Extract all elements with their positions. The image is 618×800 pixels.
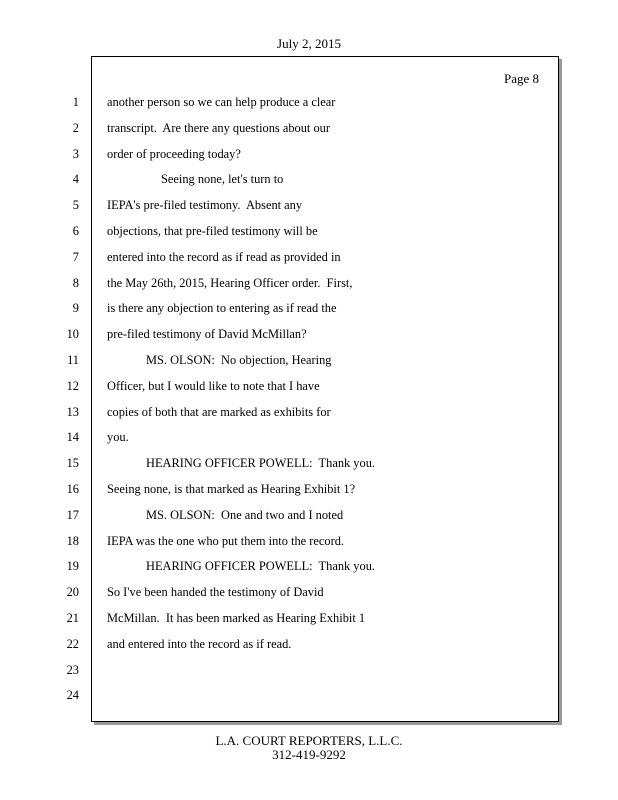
- line-text: MS. OLSON: No objection, Hearing: [146, 352, 332, 367]
- transcript-line: [0, 222, 618, 248]
- transcript-lines: [0, 93, 618, 712]
- line-text: McMillan. It has been marked as Hearing Exhibit 1: [107, 610, 366, 625]
- line-number: 5: [72, 198, 79, 213]
- line-text: IEPA's pre-filed testimony. Absent any: [107, 198, 303, 213]
- line-number: 15: [66, 456, 79, 471]
- transcript-line: [0, 299, 618, 325]
- line-number: 20: [66, 585, 79, 600]
- footer-phone: 312-419-9292: [272, 747, 346, 762]
- line-text: IEPA was the one who put them into the record.: [107, 533, 344, 548]
- transcript-line: [0, 532, 618, 558]
- transcript-line: [0, 686, 618, 712]
- line-number: 4: [72, 172, 79, 187]
- line-number: 11: [67, 352, 79, 367]
- line-number: 17: [66, 507, 79, 522]
- line-text: Seeing none, let's turn to: [161, 172, 284, 187]
- transcript-line: [0, 325, 618, 351]
- line-number: 1: [72, 95, 79, 109]
- line-number: 2: [72, 120, 79, 135]
- line-number: 13: [66, 404, 79, 419]
- transcript-line: [0, 170, 618, 196]
- transcript-line: [0, 377, 618, 403]
- line-number: 23: [66, 662, 79, 677]
- transcript-line: [0, 119, 618, 145]
- transcript-line: [0, 196, 618, 222]
- line-text: Officer, but I would like to note that I have: [107, 378, 320, 393]
- transcript-line: [0, 583, 618, 609]
- line-text: So I've been handed the testimony of David: [107, 585, 324, 600]
- line-text: MS. OLSON: One and two and I noted: [146, 507, 344, 522]
- transcript-line: [0, 609, 618, 635]
- line-text: HEARING OFFICER POWELL: Thank you.: [146, 456, 375, 471]
- line-number: 7: [72, 249, 79, 264]
- transcript-line: [0, 145, 618, 171]
- line-text: Seeing none, is that marked as Hearing Exhibit 1?: [107, 481, 356, 496]
- line-text: copies of both that are marked as exhibits for: [107, 404, 331, 419]
- page-number: Page 8: [504, 71, 540, 86]
- line-number: 8: [72, 275, 79, 290]
- transcript-line: [0, 93, 618, 119]
- line-number: 16: [66, 481, 79, 496]
- footer-firm-name: L.A. COURT REPORTERS, L.L.C.: [215, 733, 403, 748]
- transcript-line: [0, 506, 618, 532]
- transcript-line: [0, 480, 618, 506]
- line-number: 6: [72, 223, 79, 238]
- line-number: 24: [66, 688, 79, 703]
- line-text: HEARING OFFICER POWELL: Thank you.: [146, 559, 375, 574]
- transcript-line: [0, 403, 618, 429]
- line-text: objections, that pre-filed testimony will be: [107, 223, 318, 238]
- transcript-line: [0, 274, 618, 300]
- line-text: you.: [107, 430, 129, 445]
- line-number: 22: [66, 636, 79, 651]
- transcript-line: [0, 635, 618, 661]
- line-number: 9: [72, 301, 79, 316]
- line-text: entered into the record as if read as provided in: [107, 249, 341, 264]
- line-number: 10: [66, 327, 79, 342]
- transcript-line: [0, 454, 618, 480]
- line-text: order of proceeding today?: [107, 146, 241, 161]
- line-number: 19: [66, 559, 79, 574]
- header-date: July 2, 2015: [277, 36, 341, 51]
- transcript-line: [0, 557, 618, 583]
- line-number: 21: [66, 610, 79, 625]
- line-number: 14: [66, 430, 79, 445]
- line-number: 3: [72, 146, 79, 161]
- line-text: pre-filed testimony of David McMillan?: [107, 327, 307, 342]
- line-text: and entered into the record as if read.: [107, 636, 292, 651]
- transcript-line: [0, 351, 618, 377]
- line-text: is there any objection to entering as if read the: [107, 301, 337, 316]
- transcript-line: [0, 661, 618, 687]
- line-text: another person so we can help produce a clear: [107, 95, 336, 109]
- transcript-line: [0, 248, 618, 274]
- line-text: transcript. Are there any questions about our: [107, 120, 330, 135]
- line-number: 12: [66, 378, 79, 393]
- line-text: the May 26th, 2015, Hearing Officer order. First,: [107, 275, 353, 290]
- line-number: 18: [66, 533, 79, 548]
- transcript-line: [0, 428, 618, 454]
